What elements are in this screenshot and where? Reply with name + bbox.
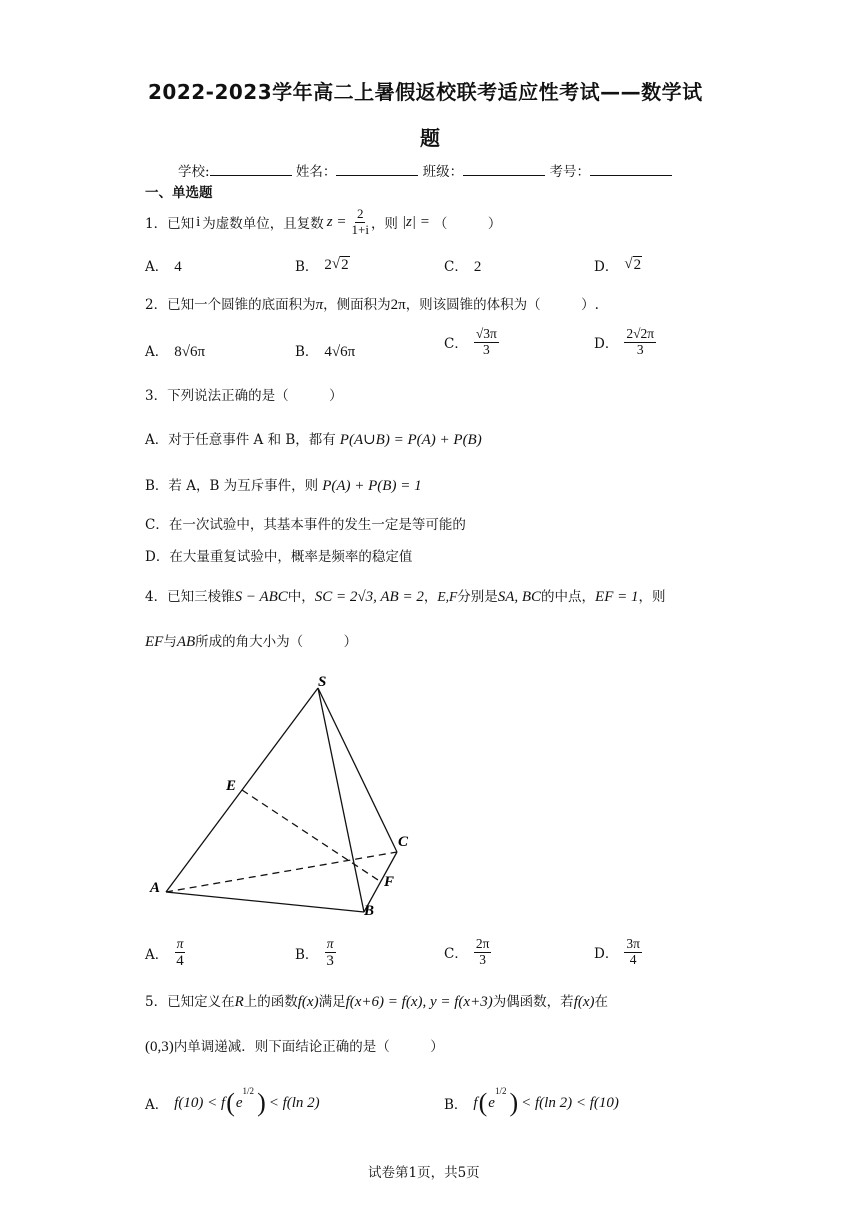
edge-ac-hidden xyxy=(166,852,397,892)
q1-option-c[interactable]: C． 2 xyxy=(444,259,482,275)
q3-option-b[interactable]: B．若 A，B 为互斥事件，则 P(A) + P(B) = 1 xyxy=(145,478,422,494)
q2-option-b[interactable]: B． 4√6π xyxy=(295,344,356,360)
q2-option-a[interactable]: A． 8√6π xyxy=(145,344,206,360)
edge-sb xyxy=(318,688,364,912)
question-5-stem-line-1: 5．已知定义在R上的函数f(x)满足f(x+6) = f(x), y = f(x+3)为偶函数，若f(x)在 xyxy=(145,994,609,1010)
question-1-stem: 1． 已知 i 为虚数单位，且复数 z = $\frac{2}{1+i}$ ，则 |z| = （ ） xyxy=(145,206,502,237)
edge-ab xyxy=(166,892,364,912)
section-heading: 一、单选题 xyxy=(145,185,213,201)
q2-option-d[interactable]: D． $\frac{2√2\pi}{3}$ xyxy=(594,326,655,357)
q1-option-d[interactable]: D． √ 2 xyxy=(594,256,642,275)
q3-option-d[interactable]: D．在大量重复试验中，概率是频率的稳定值 xyxy=(145,549,413,565)
q1-fraction: $\frac{2}{1+i}$ xyxy=(351,206,369,237)
question-2-stem: 2．已知一个圆锥的底面积为π，侧面积为2π，则该圆锥的体积为（ ）. xyxy=(145,297,599,313)
q5-option-b[interactable]: B． f ( e $^{1/2}$ ) < f(ln 2) < f(10) xyxy=(444,1086,619,1117)
class-label: 班级： xyxy=(422,164,464,180)
q2-option-c[interactable]: C． $\frac{√3\pi}{3}$ xyxy=(444,326,497,357)
q1-option-a[interactable]: A． 4 xyxy=(145,259,182,275)
q1-option-b[interactable]: B． 2 √ 2 xyxy=(295,256,349,275)
question-3-stem: 3．下列说法正确的是（ ） xyxy=(145,388,343,404)
question-5-stem-line-2: (0,3)内单调递减．则下面结论正确的是（ ） xyxy=(145,1039,444,1055)
q4-option-d[interactable]: D． $\frac{3\pi}{4}$ xyxy=(594,936,640,967)
label-c: C xyxy=(398,834,409,850)
question-4-stem-line-1: 4．已知三棱锥S − ABC中，SC = 2√3, AB = 2，E,F分别是SA, BC的中点，EF = 1，则 xyxy=(145,589,666,605)
question-4-stem-line-2: EF与AB所成的角大小为（ ） xyxy=(145,634,358,650)
label-s: S xyxy=(318,674,327,690)
q5-option-a[interactable]: A． f(10) < f ( e $^{1/2}$ ) < f(ln 2) xyxy=(145,1086,320,1117)
title-line-1: 2022-2023学年高二上暑假返校联考适应性考试——数学试 xyxy=(148,80,703,104)
school-label: 学校: xyxy=(178,164,210,180)
segment-ef-hidden xyxy=(242,790,381,882)
q3-option-a[interactable]: A．对于任意事件 A 和 B，都有 P(A∪B) = P(A) + P(B) xyxy=(145,432,482,448)
label-e: E xyxy=(226,778,237,794)
name-label: 姓名： xyxy=(295,164,337,180)
label-f: F xyxy=(384,874,395,890)
label-a: A xyxy=(150,880,161,896)
page-footer: 试卷第1页，共5页 xyxy=(368,1165,480,1181)
q4-option-b[interactable]: B． $\frac{\pi}{3}$ xyxy=(295,936,334,969)
label-b: B xyxy=(364,903,375,919)
q4-option-c[interactable]: C． $\frac{2\pi}{3}$ xyxy=(444,936,490,967)
exam-no-label: 考号： xyxy=(549,164,590,180)
q4-option-a[interactable]: A． $\frac{\pi}{4}$ xyxy=(145,936,184,969)
title-line-2: 题 xyxy=(420,126,441,150)
q3-option-c[interactable]: C．在一次试验中，其基本事件的发生一定是等可能的 xyxy=(145,517,466,533)
edge-sc xyxy=(318,688,397,852)
